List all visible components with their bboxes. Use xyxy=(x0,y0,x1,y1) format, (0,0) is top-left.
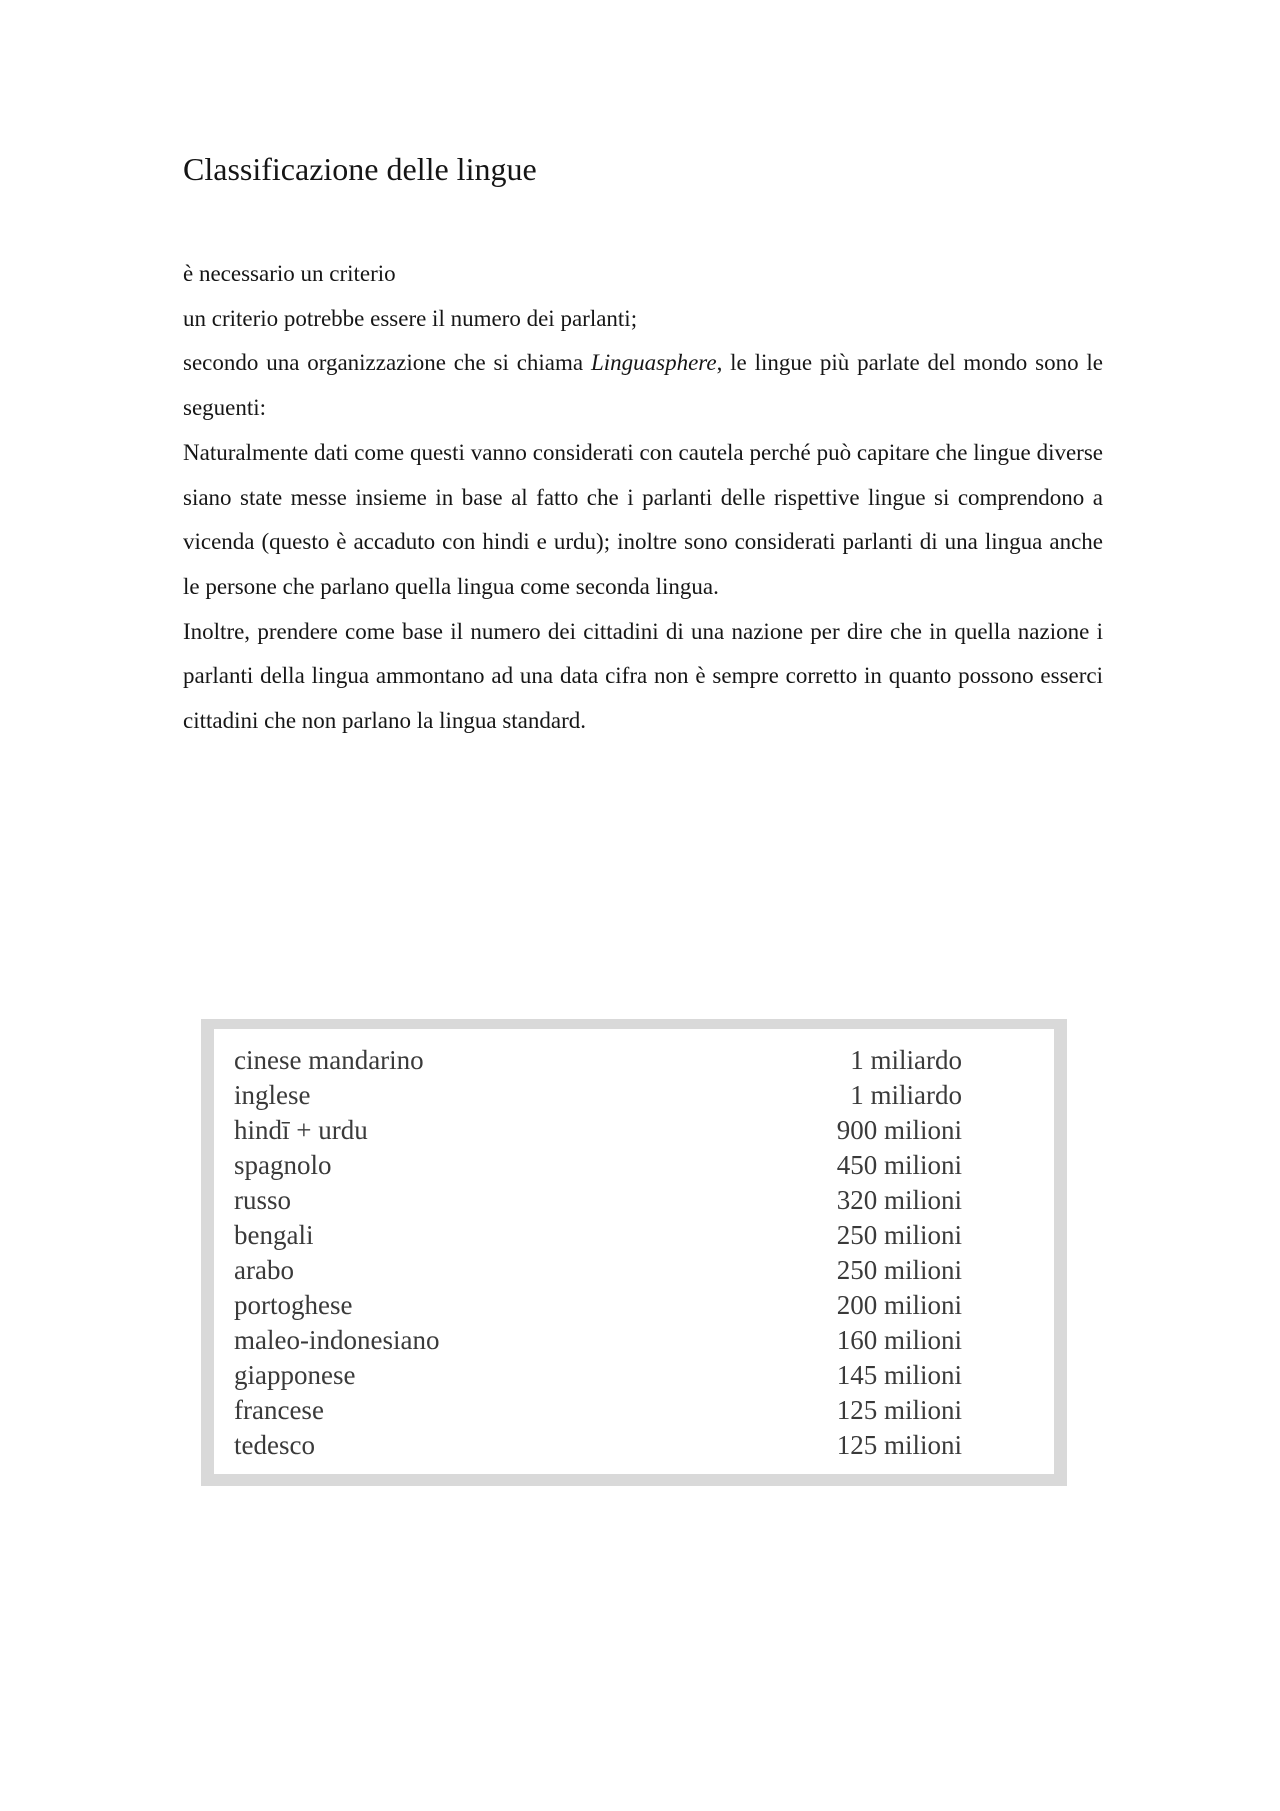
speaker-count: 900 milioni xyxy=(836,1115,962,1145)
paragraph-linguasphere-before: secondo una organizzazione che si chiama xyxy=(183,350,591,376)
speaker-count: 200 milioni xyxy=(836,1290,962,1320)
speaker-count: 450 milioni xyxy=(836,1150,962,1180)
languages-table xyxy=(214,1029,1054,1474)
speaker-count: 250 milioni xyxy=(836,1255,962,1285)
speaker-count: 145 milioni xyxy=(836,1360,962,1390)
table-row xyxy=(234,1358,962,1393)
table-row xyxy=(234,1078,962,1113)
paragraph-cautela: Naturalmente dati come questi vanno considerati con cautela perché può capitare che lingue diverse siano state messe insieme in base al fatto che i parlanti delle rispettive lingue si comprendono a vicenda (questo è accaduto con hindi e urdu); inoltre sono considerati parlanti di una lingua anche le persone che parlano quella lingua come seconda lingua. xyxy=(183,439,1103,599)
language-name: portoghese xyxy=(234,1290,353,1320)
table-row xyxy=(234,1288,962,1323)
linguasphere-name: Linguasphere xyxy=(590,350,717,376)
speaker-count: 1 miliardo xyxy=(850,1080,962,1110)
table-row xyxy=(234,1043,962,1078)
table-row xyxy=(234,1428,962,1463)
speaker-count: 125 milioni xyxy=(836,1430,962,1460)
language-name: francese xyxy=(234,1395,324,1425)
paragraph-criterio: è necessario un criterio xyxy=(183,261,396,286)
language-name: cinese mandarino xyxy=(234,1045,424,1075)
speaker-count: 320 milioni xyxy=(836,1185,962,1215)
body-text xyxy=(183,252,1103,744)
paragraph-linguasphere-after: , le lingue più parlate del mondo sono le seguenti: xyxy=(183,350,1103,421)
language-name: russo xyxy=(234,1185,292,1215)
language-name: spagnolo xyxy=(234,1150,332,1180)
paragraph-linguasphere xyxy=(183,341,1103,430)
languages-table-frame xyxy=(201,1019,1067,1486)
language-name: tedesco xyxy=(234,1430,315,1460)
paragraph-cittadini: Inoltre, prendere come base il numero dei cittadini di una nazione per dire che in quella nazione i parlanti della lingua ammontano ad una data cifra non è sempre corretto in quanto possono esserci cittadini che non parlano la lingua standard. xyxy=(183,618,1103,734)
table-row xyxy=(234,1148,962,1183)
table-row xyxy=(234,1253,962,1288)
speaker-count: 1 miliardo xyxy=(850,1045,962,1075)
speaker-count: 160 milioni xyxy=(836,1325,962,1355)
table-row xyxy=(234,1183,962,1218)
paragraph-numero-parlanti: un criterio potrebbe essere il numero dei parlanti; xyxy=(183,305,638,331)
language-name: maleo-indonesiano xyxy=(234,1325,440,1355)
table-row xyxy=(234,1218,962,1253)
speaker-count: 125 milioni xyxy=(836,1395,962,1425)
speaker-count: 250 milioni xyxy=(836,1220,962,1250)
language-name: inglese xyxy=(234,1080,311,1110)
language-name: bengali xyxy=(234,1220,314,1250)
table-row xyxy=(234,1113,962,1148)
table-row xyxy=(234,1393,962,1428)
page-title: Classificazione delle lingue xyxy=(183,151,537,187)
language-name: arabo xyxy=(234,1255,294,1285)
language-name: giapponese xyxy=(234,1360,356,1390)
table-row xyxy=(234,1323,962,1358)
language-name: hindī + urdu xyxy=(234,1115,368,1145)
